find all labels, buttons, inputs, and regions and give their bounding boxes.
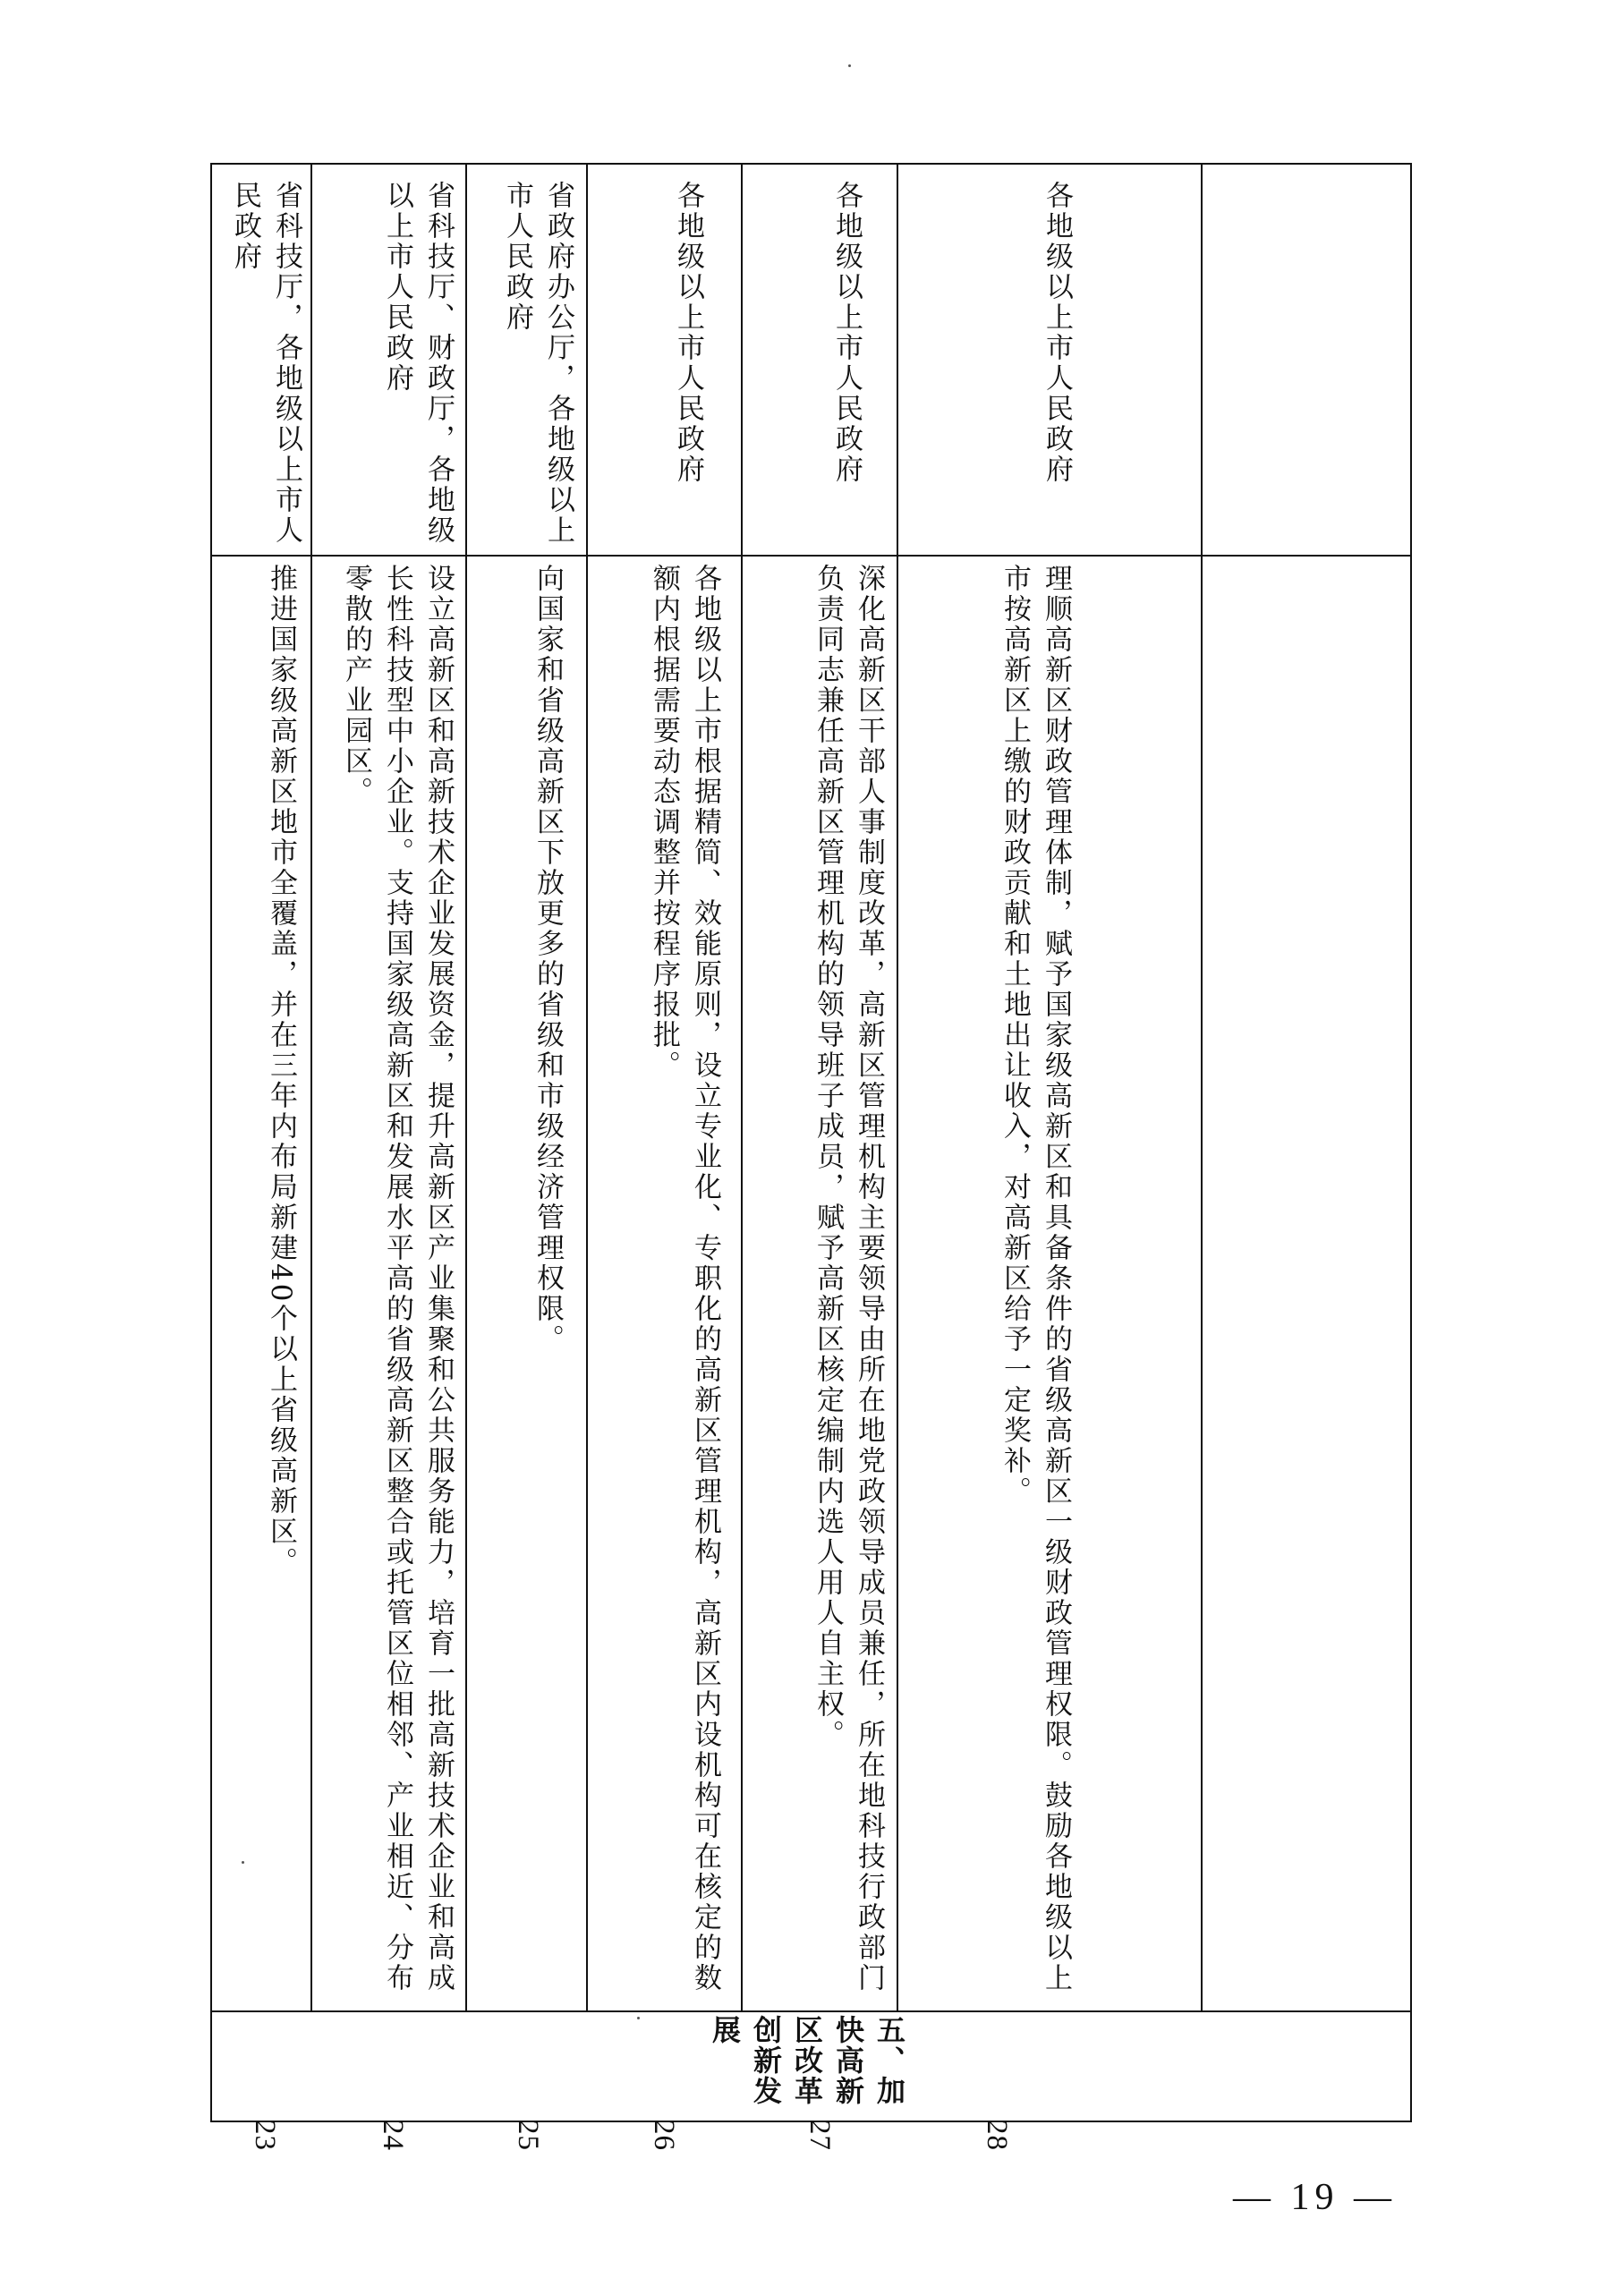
responsible-cell: 省政府办公厅，各地级以上市人民政府 — [501, 181, 574, 546]
policy-table — [210, 163, 1412, 2151]
row-number: 28 — [981, 2120, 1013, 2151]
row-number: 23 — [249, 2120, 281, 2151]
scan-speck — [637, 2017, 640, 2019]
page-number: — 19 — — [1233, 2177, 1397, 2218]
measure-cell: 向国家和省级高新区下放更多的省级和市级经济管理权限。 — [531, 564, 564, 1355]
responsible-cell: 各地级以上市人民政府 — [672, 181, 704, 485]
measure-cell: 理顺高新区财政管理体制，赋予国家级高新区和具备条件的省级高新区一级财政管理权限。鼓励各地级以上市按高新区上缴的财政贡献和土地出让收入，对高新区给予一定奖补。 — [999, 564, 1072, 1993]
column-divider — [310, 165, 312, 2010]
measure-cell: 设立高新区和高新技术企业发展资金，提升高新区产业集聚和公共服务能力，培育一批高新技术企业和高成长性科技型中小企业。支持国家级高新区和发展水平高的省级高新区整合或托管区位相邻、产业相近、分布零散的产业园区。 — [340, 564, 455, 1993]
row-number: 24 — [377, 2120, 409, 2151]
scan-speck — [848, 64, 851, 67]
responsible-cell: 各地级以上市人民政府 — [1041, 181, 1073, 485]
column-divider — [741, 165, 743, 2010]
row-divider — [212, 2010, 1410, 2012]
row-number: 25 — [512, 2120, 544, 2151]
scan-speck — [242, 1861, 244, 1864]
measure-cell: 各地级以上市根据精简、效能原则，设立专业化、专职化的高新区管理机构，高新区内设机构可在核定的数额内根据需要动态调整并按程序报批。 — [648, 564, 721, 1993]
row-divider — [212, 555, 1410, 557]
section-label: 五、加快高新区改革创新发展 — [708, 2015, 906, 2106]
responsible-cell: 省科技厅，各地级以上市人民政府 — [229, 181, 302, 546]
column-divider — [1201, 165, 1203, 2010]
measure-cell: 推进国家级高新区地市全覆盖，并在三年内布局新建40个以上省级高新区。 — [265, 564, 297, 1578]
row-number: 27 — [803, 2120, 836, 2151]
column-divider — [586, 165, 588, 2010]
measure-cell: 深化高新区干部人事制度改革，高新区管理机构主要领导由所在地党政领导成员兼任，所在地科技行政部门负责同志兼任高新区管理机构的领导班子成员，赋予高新区核定编制内选人用人自主权。 — [812, 564, 885, 1993]
responsible-cell: 各地级以上市人民政府 — [830, 181, 863, 485]
row-number: 26 — [648, 2120, 680, 2151]
column-divider — [897, 165, 898, 2010]
column-divider — [465, 165, 467, 2010]
responsible-cell: 省科技厅、财政厅，各地级以上市人民政府 — [381, 181, 455, 546]
